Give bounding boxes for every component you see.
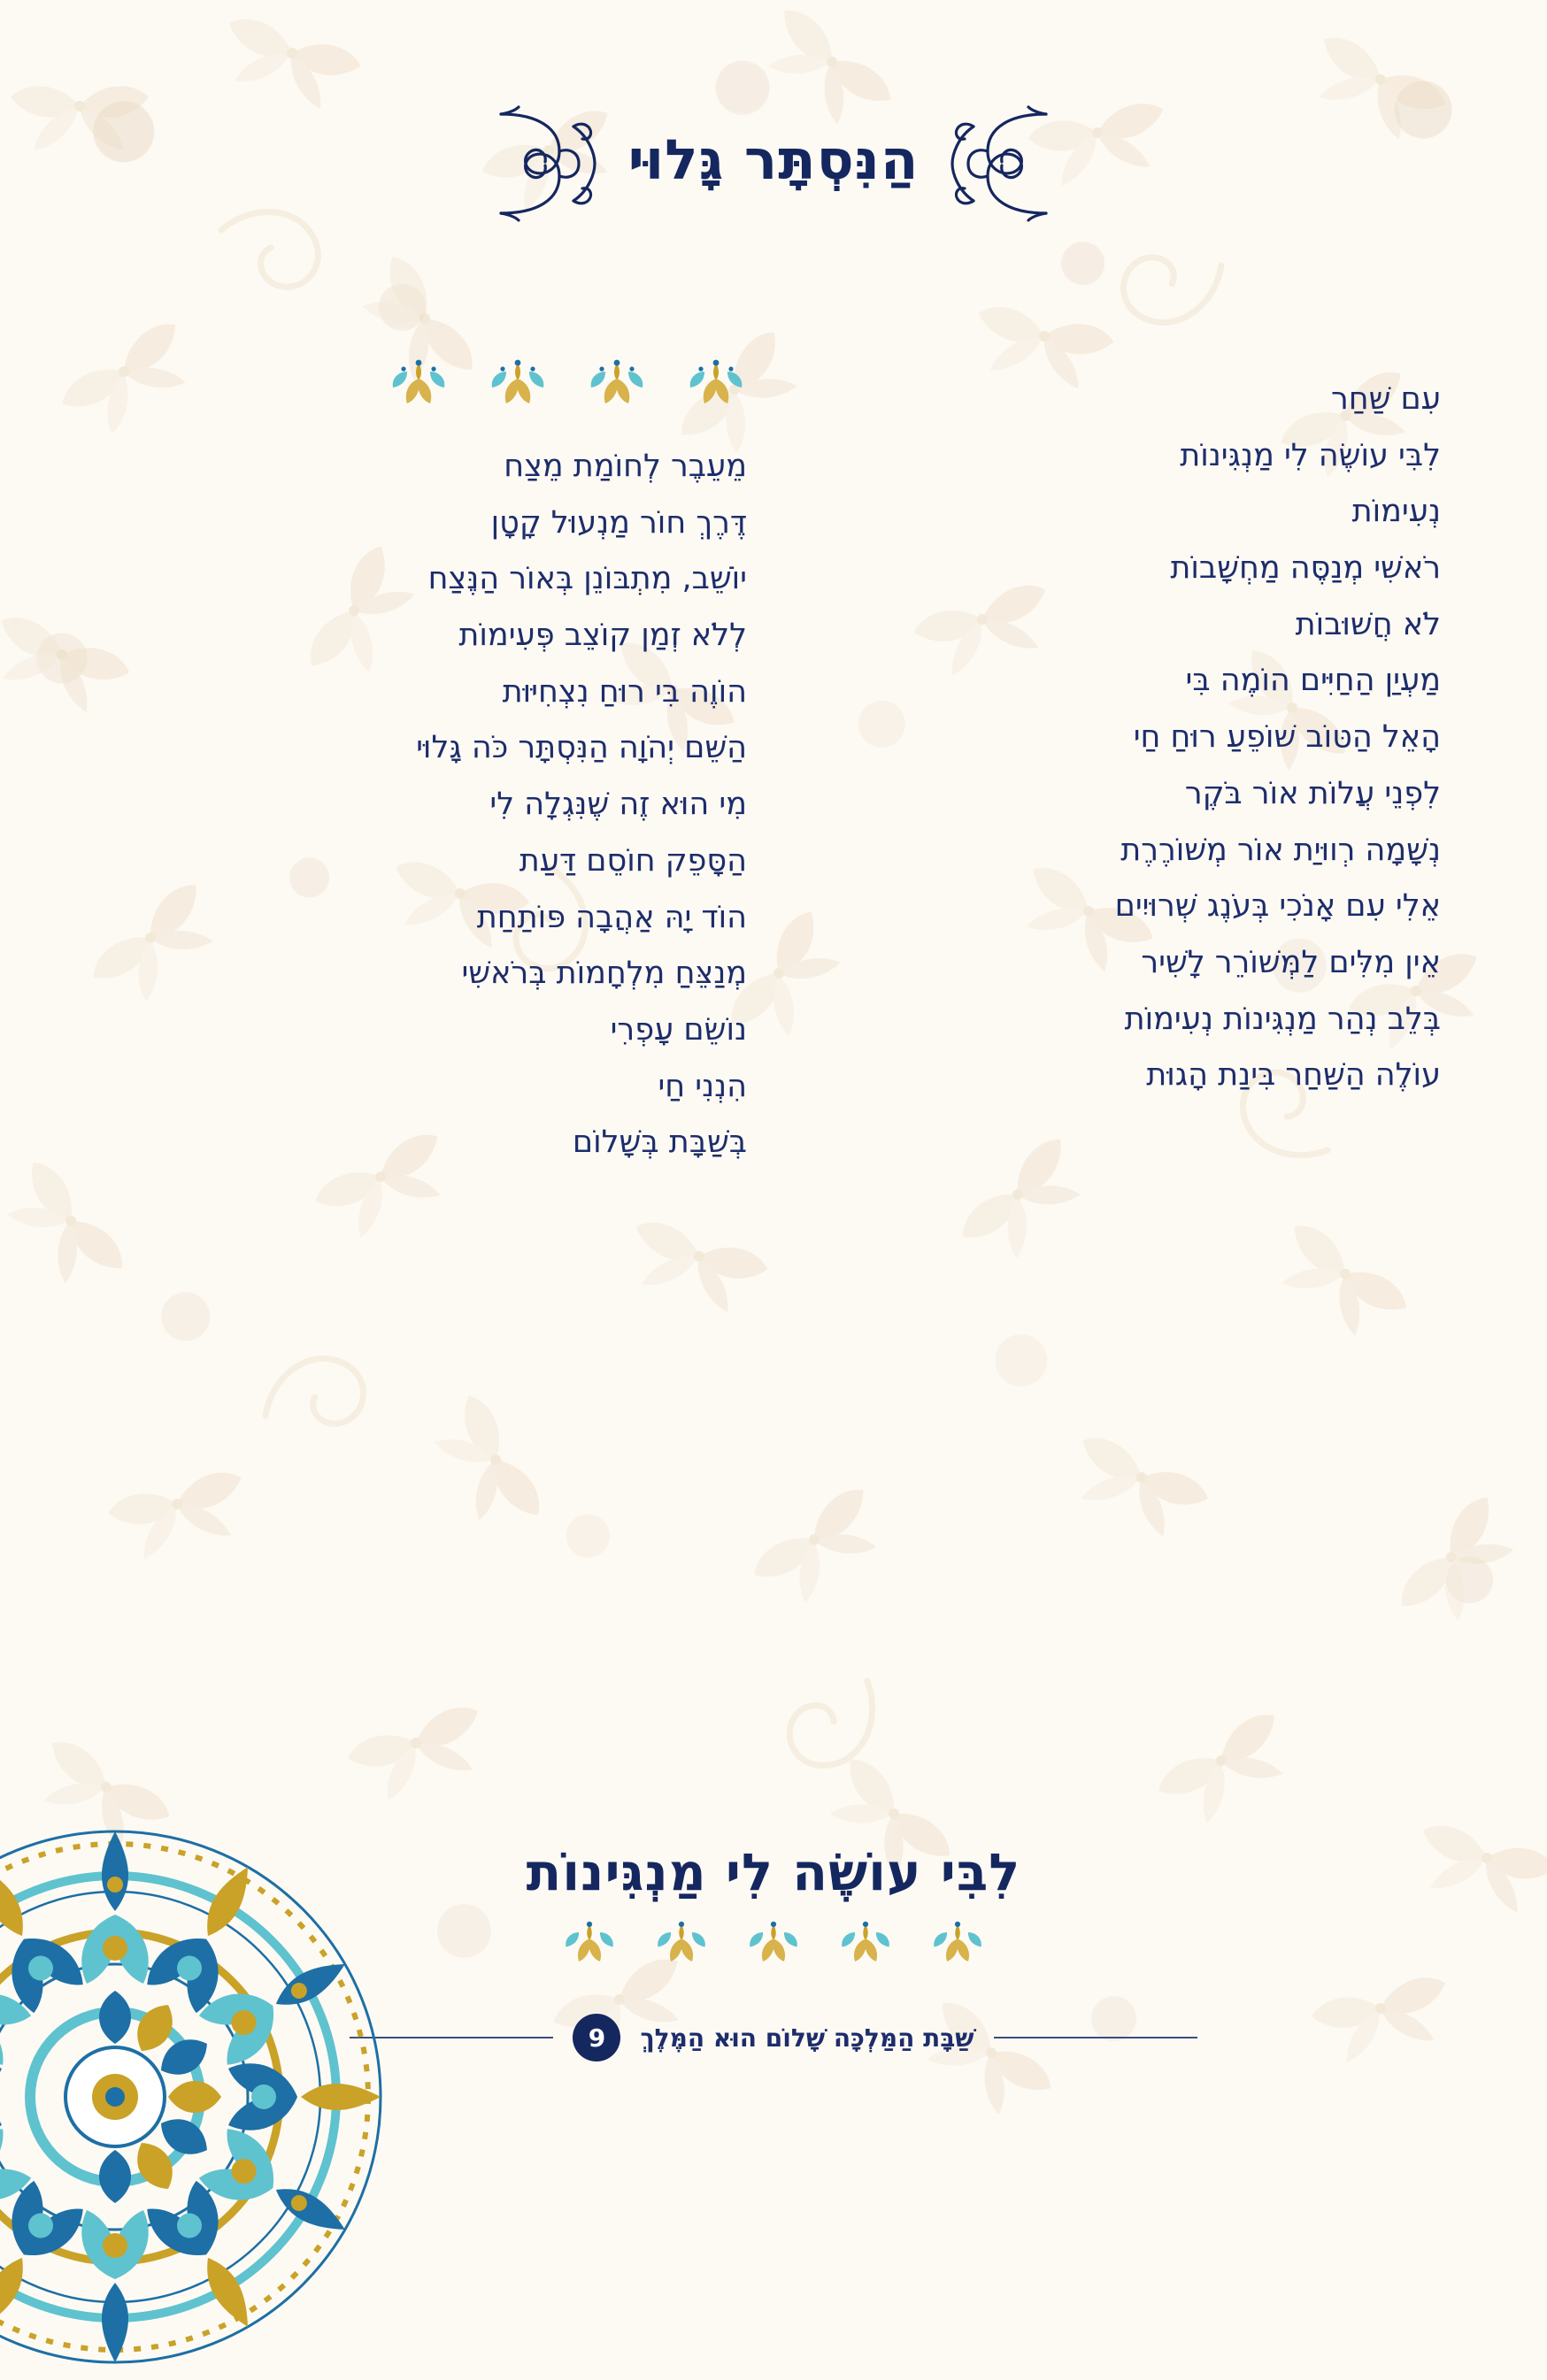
verse-line: לִבִּי עוֹשֶׂה לִי מַנְגִּינוֹת bbox=[1180, 437, 1441, 473]
verse-line: מֵעֵבֶר לְחוֹמַת מֵצַח bbox=[504, 449, 747, 484]
fleuron-ornament bbox=[837, 1918, 894, 1966]
page-number-badge: 9 bbox=[573, 2014, 620, 2061]
verse-line: נְשָׁמָה רְווּיַת אוֹר מְשׁוֹרֶרֶת bbox=[1120, 832, 1441, 868]
fleuron-ornament bbox=[388, 357, 450, 407]
fleuron-ornament bbox=[745, 1918, 802, 1966]
verse-line: הַשֵּׁם יְהֹוָה הַנִּסְתָּר כֹּה גָּלוּי bbox=[416, 730, 747, 766]
fleuron-ornament bbox=[561, 1918, 618, 1966]
verse-line: הוֹוֶה בִּי רוּחַ נִצְחִיּוּת bbox=[502, 673, 747, 710]
scroll-flourish-ornament-right bbox=[942, 102, 1057, 226]
fleuron-ornament bbox=[653, 1918, 710, 1966]
verse-line: הוֹד יָהּ אַהֲבָה פּוֹתַחַת bbox=[476, 899, 747, 935]
verse-line: הָאֵל הַטּוֹב שׁוֹפֵעַ רוּחַ חַי bbox=[1133, 719, 1441, 756]
fleuron-ornament bbox=[487, 357, 549, 407]
verse-line: הִנְנִי חַי bbox=[658, 1068, 747, 1104]
verse-line: עוֹלֶה הַשַּׁחַר בִּינַת הָגוּת bbox=[1146, 1057, 1441, 1094]
verse-line: דֶּרֶךְ חוֹר מַנְעוּל קָטָן bbox=[490, 504, 747, 541]
footer-caption: שַׁבָּת הַמַּלְכָּה שָׁלוֹם הוּא הַמֶּלֶךְ bbox=[640, 2023, 974, 2053]
footer-divider-right bbox=[994, 2037, 1197, 2038]
verse-line: בְּלֵב נְהַר מַנְגִּינוֹת נְעִימוֹת bbox=[1124, 1001, 1441, 1037]
song-title: לִבִּי עוֹשֶׂה לִי מַנְגִּינוֹת bbox=[526, 1842, 1021, 1902]
verse-line: מְנַצֵּחַ מִלְחָמוֹת בְּרֹאשִׁי bbox=[461, 956, 747, 992]
verse-line: רֹאשִׁי מְנַסֶּה מַחְשָׁבוֹת bbox=[1170, 550, 1441, 587]
verse-line: עִם שַׁחַר bbox=[1330, 381, 1441, 417]
page-header bbox=[0, 97, 1547, 230]
verse-line: בְּשַׁבָּת בְּשָׁלוֹם bbox=[572, 1125, 747, 1161]
page-title: הַנִּסְתָּר גָּלוּי bbox=[627, 127, 920, 192]
verse-line: מַעְיַן הַחַיִּים הוֹמֶה בִּי bbox=[1185, 663, 1441, 699]
verse-line: לְלֹא זְמַן קוֹצֵב פְּעִימוֹת bbox=[458, 618, 747, 654]
poem-body bbox=[106, 372, 1441, 1171]
verse-line: אֵלִי עִם אָנֹכִי בְּעֹנֶג שְׁרוּיִים bbox=[1114, 888, 1441, 925]
verse-line: אֵין מִלִּים לַמְּשׁוֹרֵר לָשִׁיר bbox=[1141, 944, 1441, 980]
verse-line: נְעִימוֹת bbox=[1351, 494, 1441, 530]
verse-line: לִפְנֵי עֲלוֹת אוֹר בֹּקֶר bbox=[1184, 775, 1441, 811]
verse-line: לֹא חֲשׁוּבוֹת bbox=[1295, 606, 1441, 642]
fleuron-ornament bbox=[685, 357, 747, 407]
poem-column-left bbox=[106, 372, 747, 1171]
fleuron-ornament bbox=[929, 1918, 986, 1966]
mandala-ornament bbox=[0, 1814, 398, 2380]
poem-column-right bbox=[800, 372, 1441, 1171]
fleuron-ornament bbox=[586, 357, 648, 407]
fleuron-divider-row bbox=[388, 357, 747, 407]
scroll-flourish-ornament-left bbox=[490, 102, 605, 226]
verse-line: יוֹשֵׁב, מִתְבּוֹנֵן בְּאוֹר הַנֶּצַח bbox=[427, 561, 747, 597]
verse-line: הַסָּפֵק חוֹסֵם דַּעַת bbox=[519, 842, 747, 879]
verse-line: נוֹשֵׂם עָפְרִי bbox=[610, 1011, 747, 1048]
verse-line: מִי הוּא זֶה שֶׁנִּגְלָה לִי bbox=[489, 787, 747, 823]
